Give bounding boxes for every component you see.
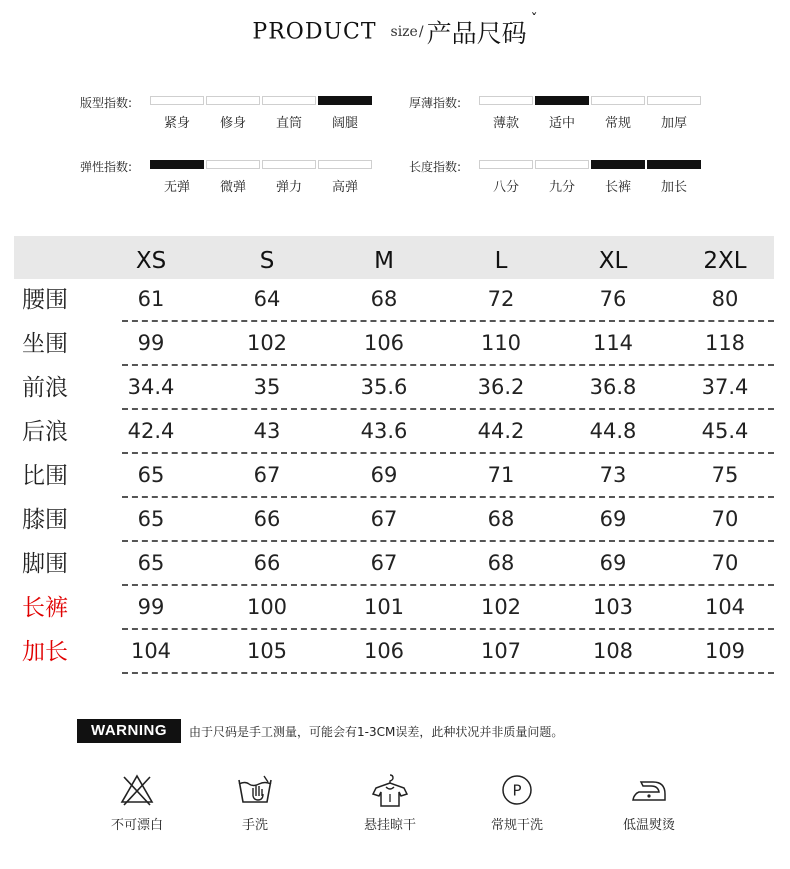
row-label: 腰围: [22, 287, 68, 313]
table-row: [14, 323, 774, 367]
table-row: [14, 543, 774, 587]
table-cell: 66: [253, 507, 281, 531]
table-cell: 70: [711, 507, 739, 531]
index-bar: [535, 160, 589, 169]
row-label: 比围: [22, 463, 68, 489]
table-cell: 35.6: [360, 375, 408, 399]
index-bar: [647, 160, 701, 169]
table-cell: 110: [480, 331, 522, 355]
table-cell: 76: [599, 287, 627, 311]
index-bar: [479, 160, 533, 169]
table-row: [14, 367, 774, 411]
index-option: 常规: [604, 116, 631, 131]
table-cell: 103: [592, 595, 634, 619]
table-cell: 35: [253, 375, 281, 399]
row-divider: [122, 364, 774, 366]
table-cell: 42.4: [127, 419, 175, 443]
table-cell: 64: [253, 287, 281, 311]
index-bar: [206, 96, 260, 105]
index-block: [409, 160, 703, 196]
table-cell: 65: [137, 551, 165, 575]
size-header-cell: XS: [135, 248, 167, 274]
table-cell: 69: [599, 551, 627, 575]
table-cell: 67: [370, 507, 398, 531]
table-cell: 104: [704, 595, 746, 619]
table-cell: 65: [137, 463, 165, 487]
index-label: 厚薄指数:: [409, 96, 462, 110]
index-bar: [150, 96, 204, 105]
table-cell: 45.4: [701, 419, 749, 443]
row-divider: [122, 628, 774, 630]
table-cell: 65: [137, 507, 165, 531]
title-mark: ˇ: [530, 12, 538, 28]
table-cell: 104: [130, 639, 172, 663]
index-bar: [318, 96, 372, 105]
row-label: 坐围: [22, 331, 68, 357]
row-divider: [122, 320, 774, 322]
table-cell: 71: [487, 463, 515, 487]
table-cell: 43.6: [360, 419, 408, 443]
size-header-cell: 2XL: [703, 248, 747, 274]
index-bar: [262, 160, 316, 169]
row-label: 后浪: [22, 419, 68, 445]
table-cell: 73: [599, 463, 627, 487]
index-option: 长裤: [604, 180, 631, 195]
care-item: [599, 772, 699, 833]
care-item: [467, 772, 567, 833]
index-bar: [591, 160, 645, 169]
table-cell: 99: [137, 595, 165, 619]
table-cell: 80: [711, 287, 739, 311]
row-divider: [122, 540, 774, 542]
care-item: [87, 772, 187, 833]
index-label: 版型指数:: [80, 96, 133, 110]
size-table-body: [14, 279, 774, 675]
care-label: 悬挂晾干: [363, 818, 416, 833]
table-cell: 43: [253, 419, 281, 443]
row-label: 长裤: [22, 595, 68, 621]
index-option: 薄款: [492, 116, 519, 131]
table-cell: 118: [704, 331, 746, 355]
table-cell: 67: [370, 551, 398, 575]
table-cell: 36.8: [589, 375, 637, 399]
row-divider: [122, 584, 774, 586]
size-header-cell: L: [494, 248, 508, 274]
size-header-cell: M: [374, 248, 394, 274]
table-row: [14, 279, 774, 323]
size-header-cell: XL: [598, 248, 628, 274]
table-cell: 61: [137, 287, 165, 311]
index-bar: [150, 160, 204, 169]
title-en: PRODUCT: [252, 19, 377, 45]
index-block: [80, 96, 374, 132]
index-bar: [647, 96, 701, 105]
title-sub: size: [390, 24, 418, 40]
index-option: 微弹: [219, 180, 246, 195]
index-option: 八分: [492, 180, 519, 195]
title-slash: /: [418, 24, 424, 40]
index-bar: [318, 160, 372, 169]
table-cell: 114: [592, 331, 634, 355]
size-table-header: [14, 236, 774, 279]
title-cn: 产品尺码: [426, 19, 527, 48]
table-cell: 99: [137, 331, 165, 355]
table-row: [14, 499, 774, 543]
table-cell: 66: [253, 551, 281, 575]
index-bar: [206, 160, 260, 169]
index-option: 无弹: [163, 180, 190, 195]
index-option: 九分: [548, 180, 575, 195]
row-label: 脚围: [22, 551, 68, 577]
table-cell: 100: [246, 595, 288, 619]
row-label: 膝围: [22, 507, 68, 533]
index-option: 加长: [660, 180, 687, 195]
table-cell: 36.2: [477, 375, 525, 399]
warning-tag: WARNING: [77, 719, 181, 743]
table-cell: 102: [246, 331, 288, 355]
table-cell: 106: [363, 331, 405, 355]
index-option: 适中: [548, 116, 575, 131]
care-label: 常规干洗: [490, 818, 543, 833]
index-bar: [591, 96, 645, 105]
index-bar: [262, 96, 316, 105]
index-block: [409, 96, 703, 132]
index-label: 长度指数:: [409, 160, 462, 174]
table-cell: 68: [487, 507, 515, 531]
no-bleach-icon: [87, 772, 187, 808]
table-cell: 69: [599, 507, 627, 531]
low-iron-icon: [599, 772, 699, 808]
care-item: [205, 772, 305, 833]
index-option: 紧身: [163, 116, 190, 131]
table-cell: 44.2: [477, 419, 525, 443]
row-divider: [122, 452, 774, 454]
table-cell: 101: [363, 595, 405, 619]
dry-clean-icon: [467, 772, 567, 808]
index-option: 加厚: [660, 116, 687, 131]
table-row: [14, 411, 774, 455]
index-bar: [479, 96, 533, 105]
table-cell: 70: [711, 551, 739, 575]
index-option: 修身: [219, 116, 246, 131]
index-option: 高弹: [331, 180, 358, 195]
table-cell: 105: [246, 639, 288, 663]
care-label: 手洗: [241, 818, 268, 833]
size-table: [14, 236, 774, 675]
row-divider: [122, 496, 774, 498]
hang-dry-icon: [340, 772, 440, 808]
table-cell: 75: [711, 463, 739, 487]
row-divider: [122, 672, 774, 674]
index-block: [80, 160, 374, 196]
table-cell: 69: [370, 463, 398, 487]
table-cell: 44.8: [589, 419, 637, 443]
page-header: [0, 14, 790, 50]
warning-note: [77, 719, 563, 743]
row-label: 加长: [22, 639, 68, 665]
table-cell: 68: [487, 551, 515, 575]
table-cell: 107: [480, 639, 522, 663]
table-cell: 34.4: [127, 375, 175, 399]
table-cell: 72: [487, 287, 515, 311]
index-bar: [535, 96, 589, 105]
table-cell: 67: [253, 463, 281, 487]
table-cell: 68: [370, 287, 398, 311]
table-row: [14, 587, 774, 631]
hand-wash-icon: [205, 772, 305, 808]
table-row: [14, 631, 774, 675]
table-cell: 106: [363, 639, 405, 663]
dry-clean-symbol: P: [512, 781, 522, 800]
care-item: [340, 772, 440, 833]
care-label: 不可漂白: [110, 818, 163, 833]
table-row: [14, 455, 774, 499]
index-option: 直筒: [275, 116, 302, 131]
table-cell: 102: [480, 595, 522, 619]
index-label: 弹性指数:: [80, 160, 133, 174]
index-option: 阔腿: [331, 116, 358, 131]
row-divider: [122, 408, 774, 410]
table-cell: 108: [592, 639, 634, 663]
warning-text: 由于尺码是手工测量，可能会有1-3CM误差，此种状况并非质量问题。: [189, 724, 564, 739]
care-label: 低温熨烫: [622, 818, 675, 833]
table-cell: 37.4: [701, 375, 749, 399]
size-header-cell: S: [259, 248, 275, 274]
row-label: 前浪: [22, 375, 68, 401]
index-option: 弹力: [275, 180, 302, 195]
table-cell: 109: [704, 639, 746, 663]
